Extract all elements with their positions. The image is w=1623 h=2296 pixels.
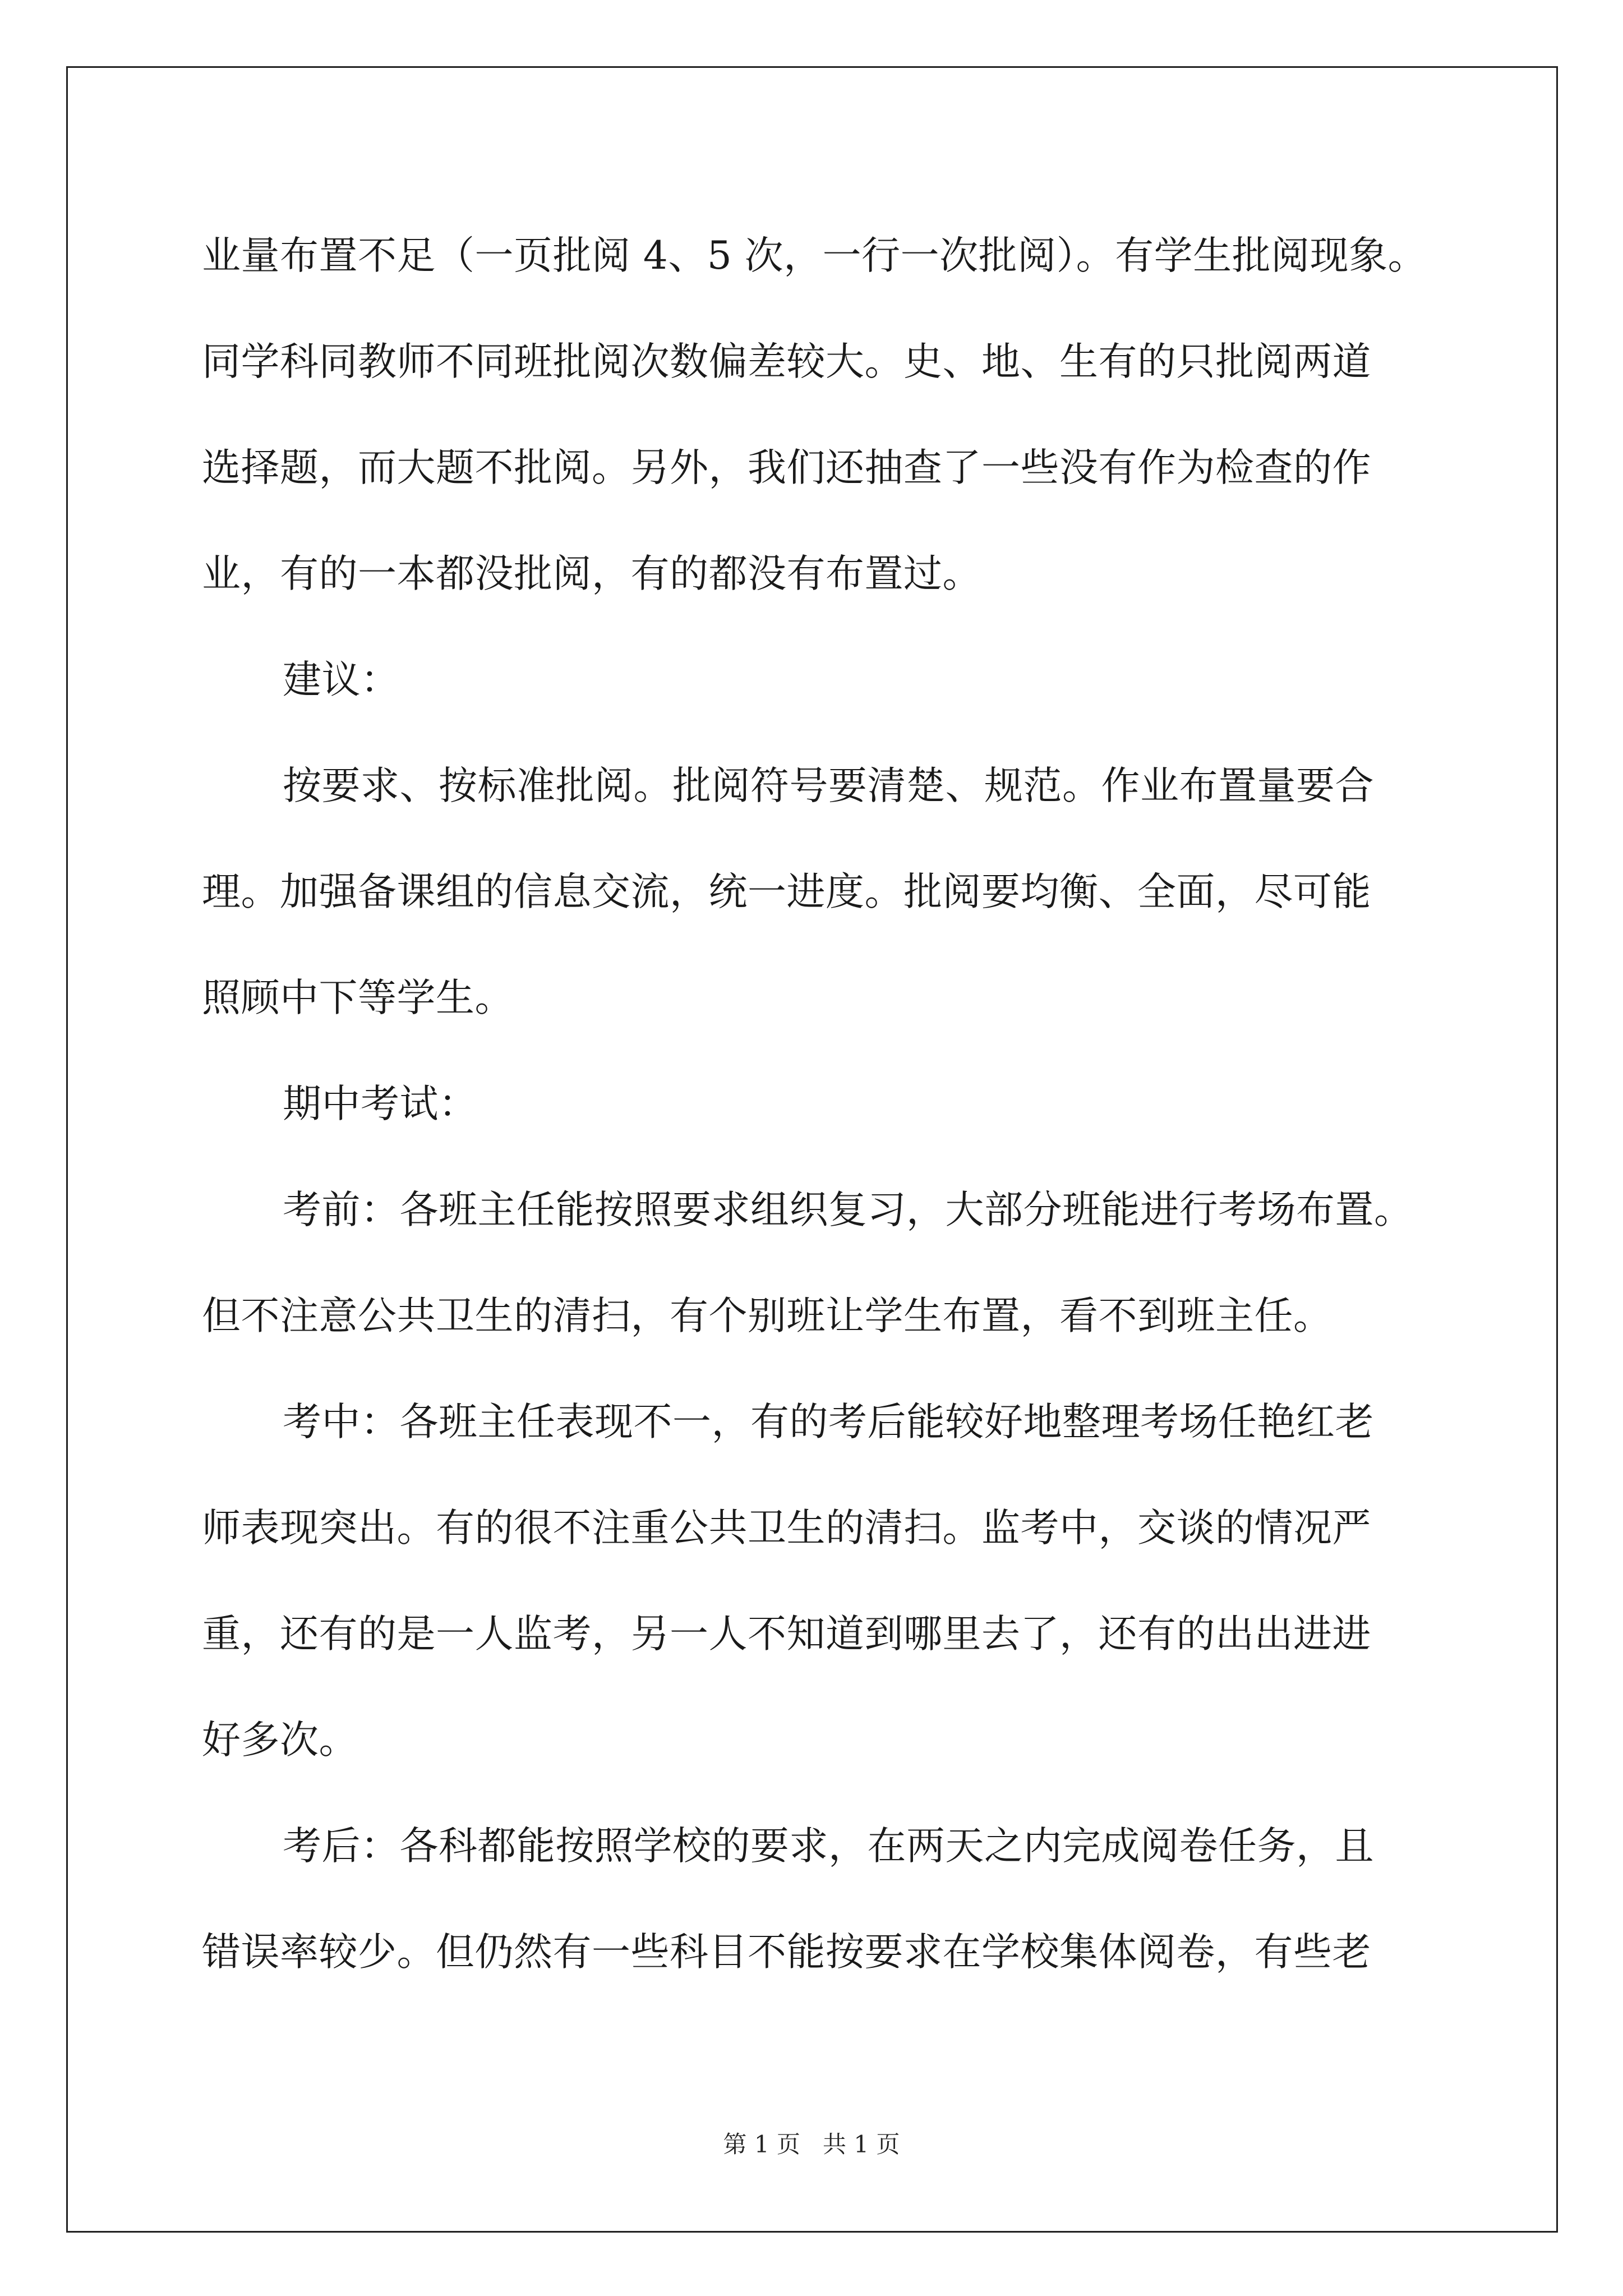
text-line: 考前：各班主任能按照要求组织复习，大部分班能进行考场布置。 <box>283 1188 1413 1232</box>
text-line: 按要求、按标准批阅。批阅符号要清楚、规范。作业布置量要合 <box>283 763 1374 808</box>
text-line: 理。加强备课组的信息交流，统一进度。批阅要均衡、全面，尽可能 <box>202 869 1371 914</box>
text-line: 但不注意公共卫生的清扫，有个别班让学生布置，看不到班主任。 <box>202 1294 1332 1338</box>
document-body <box>202 203 1427 2005</box>
text-line: 好多次。 <box>202 1718 358 1763</box>
text-line: 考中：各班主任表现不一，有的考后能较好地整理考场任艳红老 <box>283 1400 1374 1444</box>
text-line: 错误率较少。但仍然有一些科目不能按要求在学校集体阅卷，有些老 <box>202 1930 1371 1975</box>
text-line: 考后：各科都能按照学校的要求，在两天之内完成阅卷任务，且 <box>283 1824 1374 1869</box>
section-heading-midterm-exam: 期中考试： <box>283 1082 478 1126</box>
section-heading-suggestions: 建议： <box>283 657 400 702</box>
text-line: 业，有的一本都没批阅，有的都没有布置过。 <box>202 551 981 596</box>
text-line: 重，还有的是一人监考，另一人不知道到哪里去了，还有的出出进进 <box>202 1612 1371 1657</box>
text-line: 师表现突出。有的很不注重公共卫生的清扫。监考中，交谈的情况严 <box>202 1506 1371 1550</box>
page-number-footer: 第 1 页 共 1 页 <box>723 2131 900 2158</box>
text-line: 同学科同教师不同班批阅次数偏差较大。史、地、生有的只批阅两道 <box>202 339 1371 384</box>
text-line: 业量布置不足（一页批阅 4、5 次，一行一次批阅）。有学生批阅现象。 <box>202 233 1427 278</box>
text-line: 选择题，而大题不批阅。另外，我们还抽查了一些没有作为检查的作 <box>202 445 1371 490</box>
text-line: 照顾中下等学生。 <box>202 976 514 1020</box>
